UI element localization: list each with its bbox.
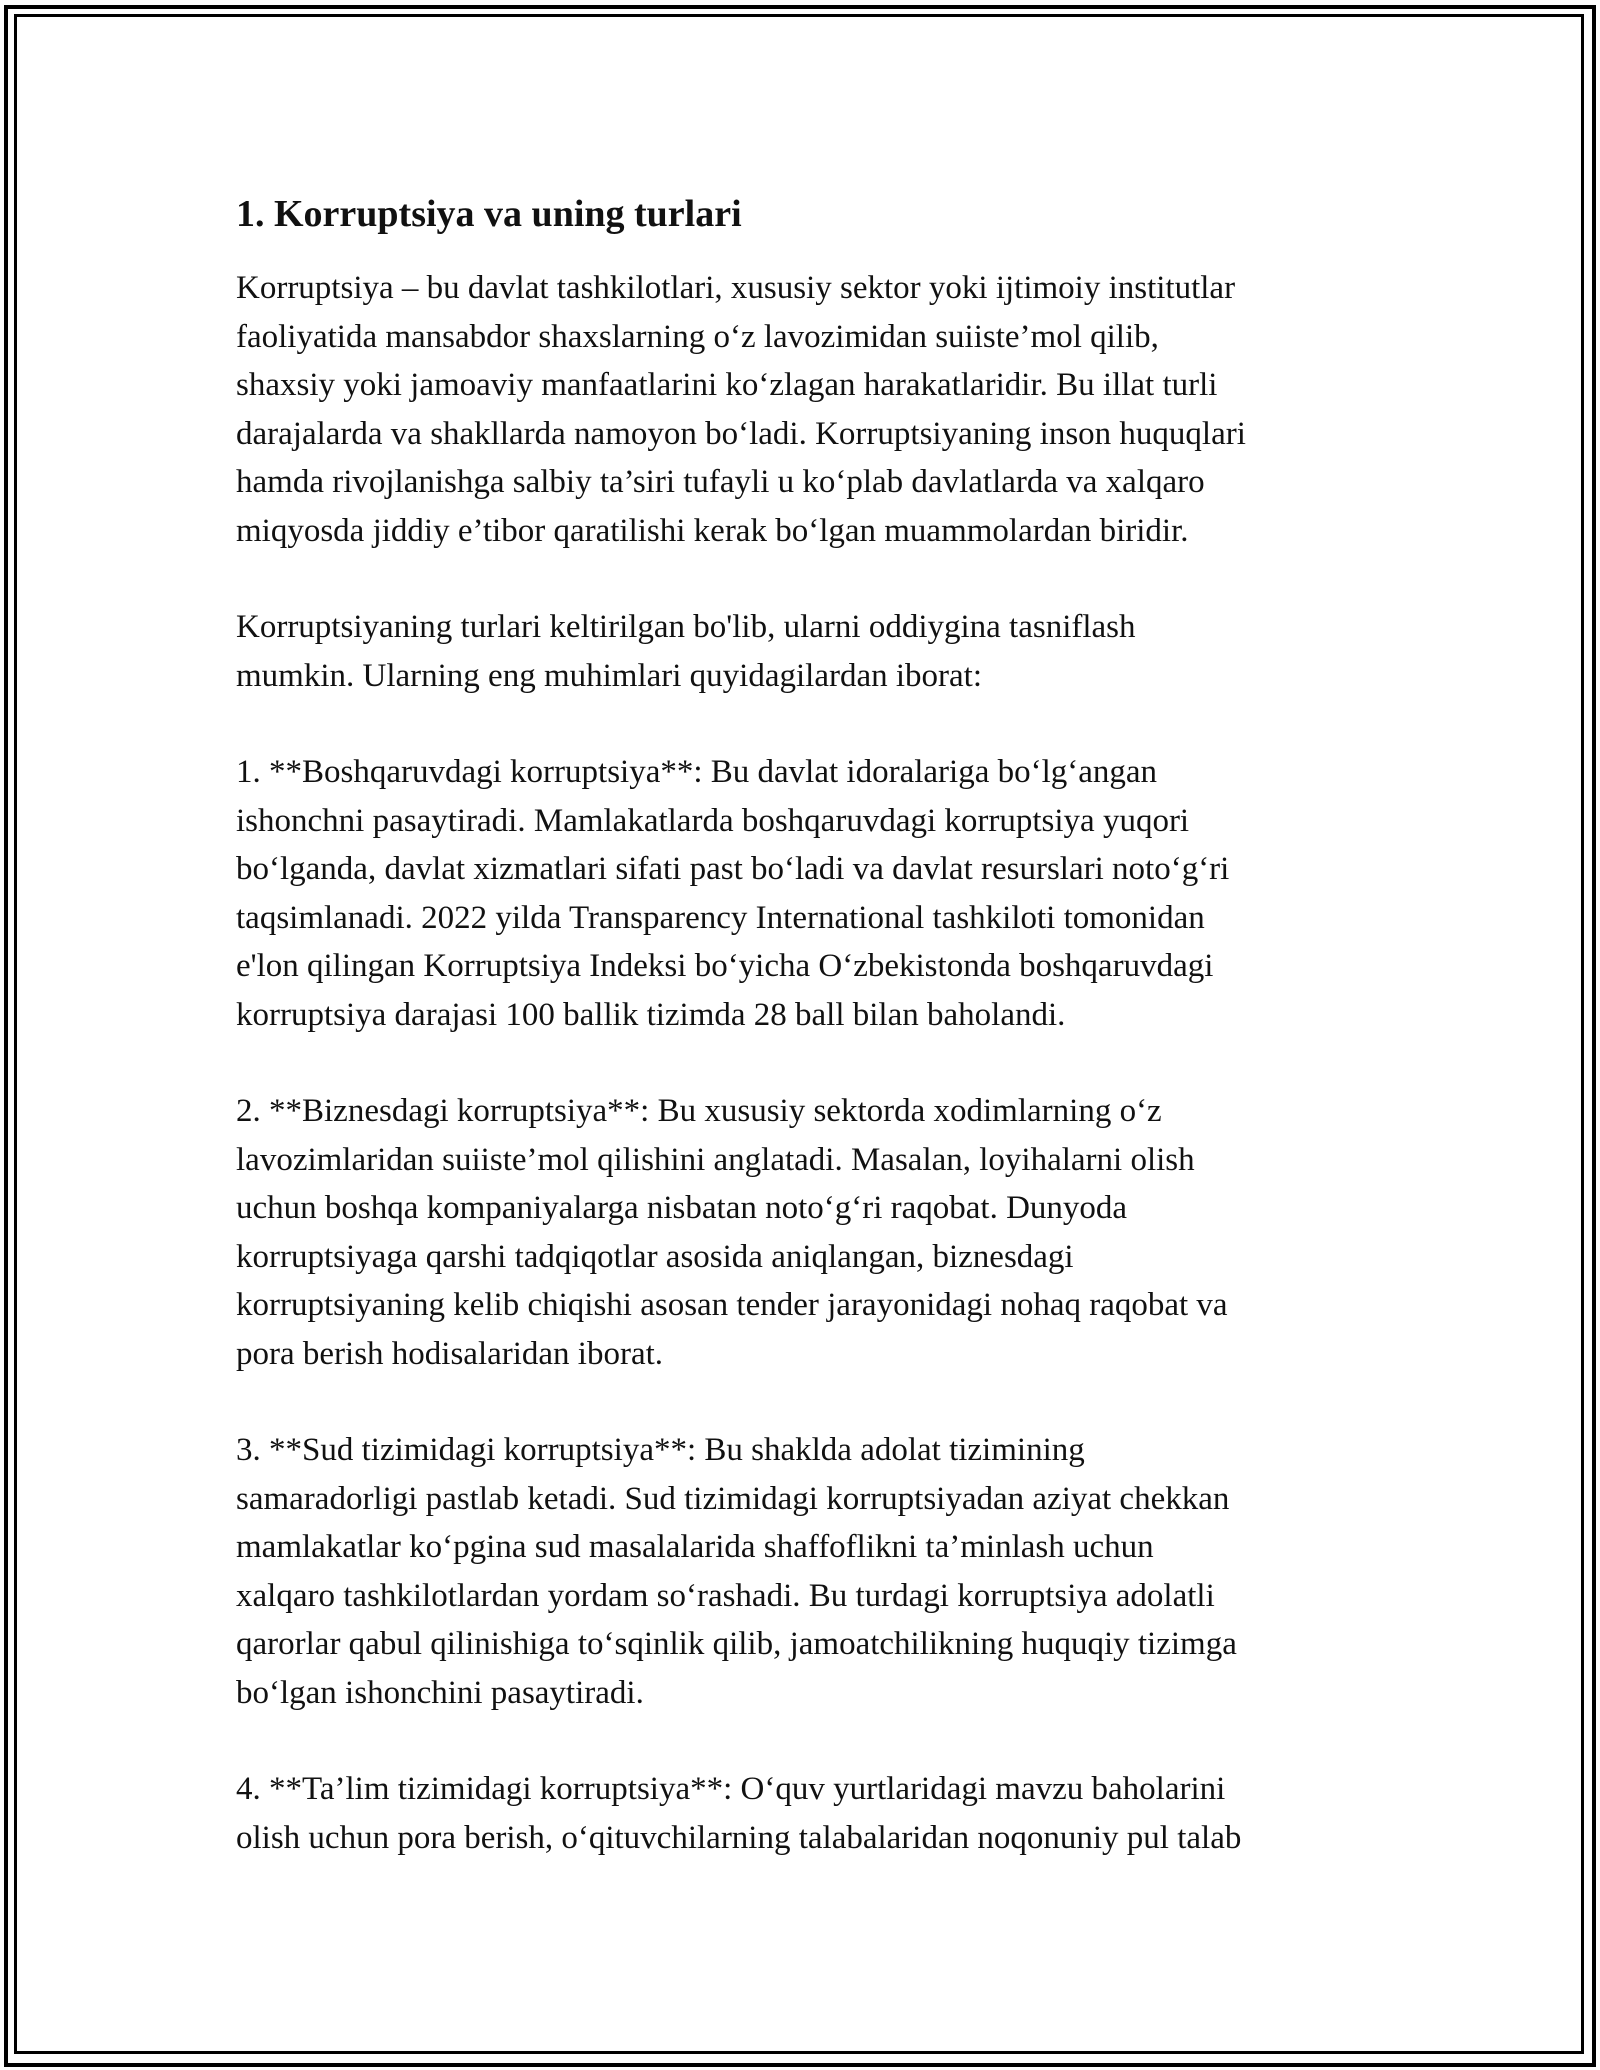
document-body bbox=[236, 186, 1376, 1910]
section-heading: 1. Korruptsiya va uning turlari bbox=[236, 193, 742, 235]
paragraph-intro: Korruptsiya – bu davlat tashkilotlari, xususiy sektor yoki ijtimoiy institutlar faoliyatida mansabdor shaxslarning o‘z lavozimidan suiiste’mol qilib, shaxsiy yoki jamoaviy manfaatlarini ko‘zlagan harakatlaridir. Bu illat turli darajalarda va shakllarda namoyon bo‘ladi. Korruptsiyaning inson huquqlari hamda rivojlanishga salbiy ta’siri tufayli u ko‘plab davlatlarda va xalqaro miqyosda jiddiy e’tibor qaratilishi kerak bo‘lgan muammolardan biridir. bbox=[236, 270, 1246, 549]
paragraph-judicial-corruption: 3. **Sud tizimidagi korruptsiya**: Bu shaklda adolat tizimining samaradorligi pastlab ketadi. Sud tizimidagi korruptsiyadan aziyat chekkan mamlakatlar ko‘pgina sud masalalarida shaffoflikni ta’minlash uchun xalqaro tashkilotlardan yordam so‘rashadi. Bu turdagi korruptsiya adolatli qarorlar qabul qilinishiga to‘sqinlik qilib, jamoatchilikning huquqiy tizimga bo‘lgan ishonchini pasaytiradi. bbox=[236, 1432, 1237, 1711]
paragraph-education-corruption: 4. **Ta’lim tizimidagi korruptsiya**: O‘quv yurtlaridagi mavzu baholarini olish uchun pora berish, o‘qituvchilarning talabalaridan noqonuniy pul talab bbox=[236, 1771, 1242, 1856]
paragraph-governance-corruption: 1. **Boshqaruvdagi korruptsiya**: Bu davlat idoralariga bo‘lg‘angan ishonchni pasaytiradi. Mamlakatlarda boshqaruvdagi korruptsiya yuqori bo‘lganda, davlat xizmatlari sifati past bo‘ladi va davlat resurslari noto‘g‘ri taqsimlanadi. 2022 yilda Transparency International tashkiloti tomonidan e'lon qilingan Korruptsiya Indeksi bo‘yicha O‘zbekistonda boshqaruvdagi korruptsiya darajasi 100 ballik tizimda 28 ball bilan baholandi. bbox=[236, 754, 1230, 1033]
paragraph-business-corruption: 2. **Biznesdagi korruptsiya**: Bu xususiy sektorda xodimlarning o‘z lavozimlaridan suiiste’mol qilishini anglatadi. Masalan, loyihalarni olish uchun boshqa kompaniyalarga nisbatan noto‘g‘ri raqobat. Dunyoda korruptsiyaga qarshi tadqiqotlar asosida aniqlangan, biznesdagi korruptsiyaning kelib chiqishi asosan tender jarayonidagi nohaq raqobat va pora berish hodisalaridan iborat. bbox=[236, 1093, 1228, 1372]
paragraph-types-intro: Korruptsiyaning turlari keltirilgan bo'lib, ularni oddiygina tasniflash mumkin. Ularning eng muhimlari quyidagilardan iborat: bbox=[236, 609, 1136, 694]
